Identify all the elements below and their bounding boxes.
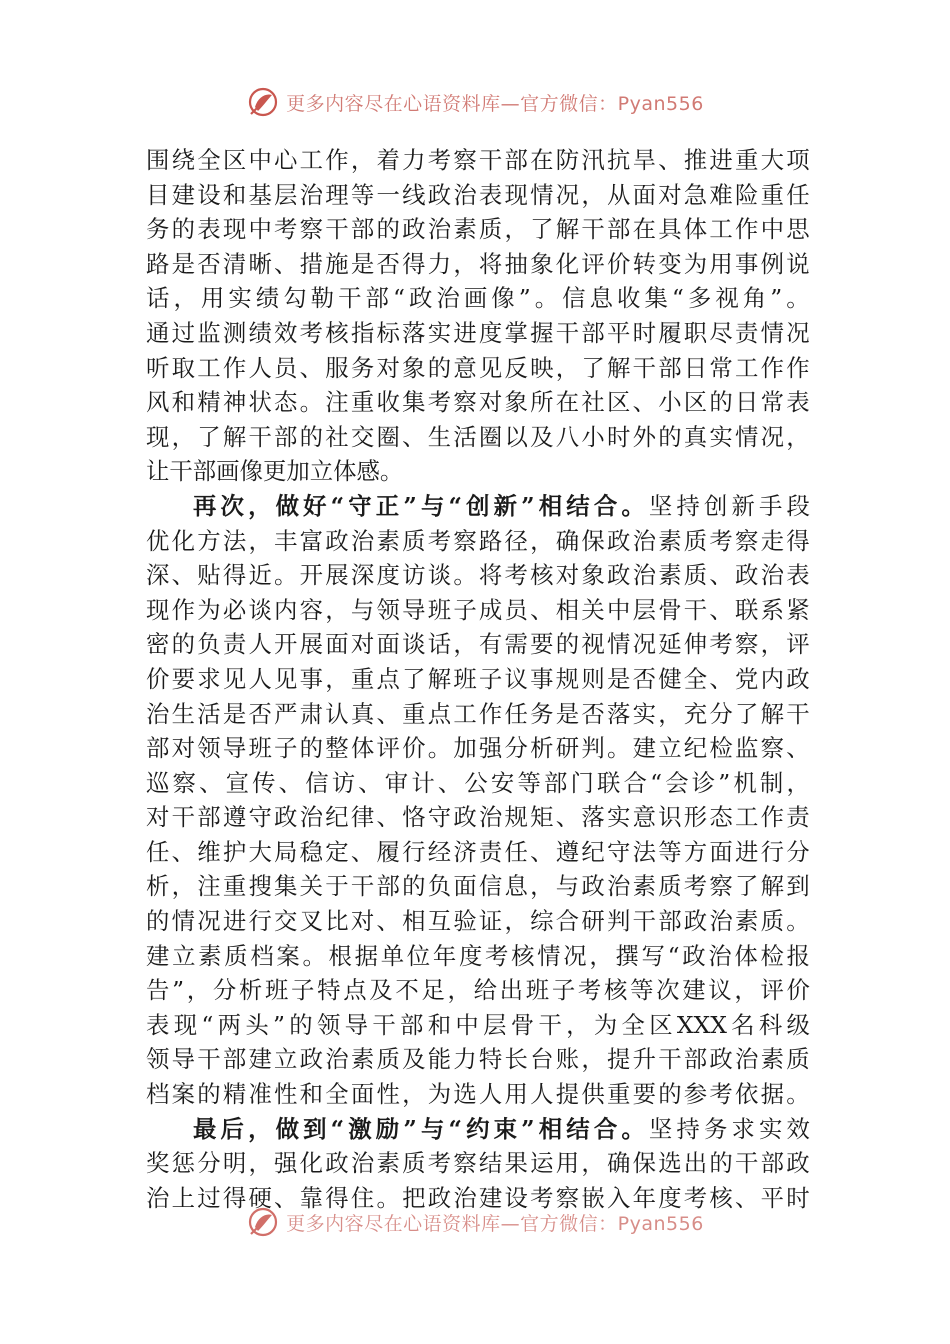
text-line: 目 建 设 和 基 层 治 理 等 一 线 政 治 表 现 情 况 ， 从 面 对 急 难 险 重 任 bbox=[146, 180, 810, 209]
text-line: 密 的 负 责 人 开 展 面 对 面 谈 话 ， 有 需 要 的 视 情 况 延 伸 考 察 ， 评 bbox=[146, 630, 810, 659]
text-line: 深 、 贴 得 近 。 开 展 深 度 访 谈 。 将 考 核 对 象 政 治 素 质 、 政 治 表 bbox=[146, 561, 810, 590]
text-line: 风 和 精 神 状 态 。 注 重 收 集 考 察 对 象 所 在 社 区 、 小 区 的 日 常 表 bbox=[146, 388, 810, 417]
text-line: 奖 惩 分 明 ， 强 化 政 治 素 质 考 察 结 果 运 用 ， 确 保 选 出 的 干 部 政 bbox=[146, 1149, 810, 1178]
text-line: 务 的 表 现 中 考 察 干 部 的 政 治 素 质 ， 了 解 干 部 在 具 体 工 作 中 思 bbox=[146, 215, 810, 244]
text-line: 让 干 部 画 像 更 加 立 体 感 。 bbox=[146, 457, 404, 486]
text-line: 对 干 部 遵 守 政 治 纪 律 、 恪 守 政 治 规 矩 、 落 实 意 识 形 态 工 作 责 bbox=[146, 803, 810, 832]
text-line: 析 ， 注 重 搜 集 关 于 干 部 的 负 面 信 息 ， 与 政 治 素 质 考 察 了 解 到 bbox=[146, 872, 810, 901]
text-line: 治 上 过 得 硬 、 靠 得 住 。 把 政 治 建 设 考 察 嵌 入 年 度 考 核 、 平 时 bbox=[146, 1183, 810, 1212]
text-line: 价 要 求 见 人 见 事 ， 重 点 了 解 班 子 议 事 规 则 是 否 健 全 、 党 内 政 bbox=[146, 664, 810, 693]
watermark-text: 更多内容尽在心语资料库—官方微信：Pyan556 bbox=[286, 1212, 704, 1235]
text-line: 的 情 况 进 行 交 叉 比 对 、 相 互 验 证 ， 综 合 研 判 干 部 政 治 素 质 。 bbox=[146, 907, 810, 936]
watermark-header bbox=[0, 80, 950, 124]
text-line: 再 次 ， 做 好 “ 守 正 ” 与 “ 创 新 ” 相 结 合 。 坚 持 创 新 手 段 bbox=[193, 491, 810, 520]
text-line: 建 立 素 质 档 案 。 根 据 单 位 年 度 考 核 情 况 ， 撰 写 “ 政 治 体 检 报 bbox=[146, 941, 810, 970]
text-line: 表 现 “ 两 头 ” 的 领 导 干 部 和 中 层 骨 干 ， 为 全 区 XXX 名 科 级 bbox=[146, 1010, 810, 1039]
text-line: 路 是 否 清 晰 、 措 施 是 否 得 力 ， 将 抽 象 化 评 价 转 变 为 用 事 例 说 bbox=[146, 249, 810, 278]
text-line: 任 、 维 护 大 局 稳 定 、 履 行 经 济 责 任 、 遵 纪 守 法 等 方 面 进 行 分 bbox=[146, 837, 810, 866]
brand-logo-icon bbox=[246, 1205, 280, 1239]
text-line: 领 导 干 部 建 立 政 治 素 质 及 能 力 特 长 台 账 ， 提 升 干 部 政 治 素 质 bbox=[146, 1045, 810, 1074]
watermark-text: 更多内容尽在心语资料库—官方微信：Pyan556 bbox=[286, 92, 704, 115]
text-line: 通 过 监 测 绩 效 考 核 指 标 落 实 进 度 掌 握 干 部 平 时 履 职 尽 责 情 况 bbox=[146, 318, 810, 347]
text-line: 档 案 的 精 准 性 和 全 面 性 ， 为 选 人 用 人 提 供 重 要 的 参 考 依 据 。 bbox=[146, 1080, 810, 1109]
text-line: 现 ， 了 解 干 部 的 社 交 圈 、 生 活 圈 以 及 八 小 时 外 的 真 实 情 况 ， bbox=[146, 422, 810, 451]
text-line: 告 ” ， 分 析 班 子 特 点 及 不 足 ， 给 出 班 子 考 核 等 次 建 议 ， 评 价 bbox=[146, 976, 810, 1005]
text-line: 治 生 活 是 否 严 肃 认 真 、 重 点 工 作 任 务 是 否 落 实 ， 充 分 了 解 干 bbox=[146, 699, 810, 728]
text-line: 巡 察 、 宣 传 、 信 访 、 审 计 、 公 安 等 部 门 联 合 “ 会 诊 ” 机 制 ， bbox=[146, 768, 810, 797]
text-line: 优 化 方 法 ， 丰 富 政 治 素 质 考 察 路 径 ， 确 保 政 治 素 质 考 察 走 得 bbox=[146, 526, 810, 555]
text-line: 最 后 ， 做 到 “ 激 励 ” 与 “ 约 束 ” 相 结 合 。 坚 持 务 求 实 效 bbox=[193, 1114, 810, 1143]
text-line: 现 作 为 必 谈 内 容 ， 与 领 导 班 子 成 员 、 相 关 中 层 骨 干 、 联 系 紧 bbox=[146, 595, 810, 624]
document-body bbox=[146, 143, 810, 1215]
text-line: 部 对 领 导 班 子 的 整 体 评 价 。 加 强 分 析 研 判 。 建 立 纪 检 监 察 、 bbox=[146, 734, 810, 763]
brand-logo-icon bbox=[246, 85, 280, 119]
watermark-footer bbox=[0, 1200, 950, 1244]
text-line: 听 取 工 作 人 员 、 服 务 对 象 的 意 见 反 映 ， 了 解 干 部 日 常 工 作 作 bbox=[146, 353, 810, 382]
text-line: 话 ， 用 实 绩 勾 勒 干 部 “ 政 治 画 像 ” 。 信 息 收 集 “ 多 视 角 ” 。 bbox=[146, 284, 810, 313]
text-line: 围 绕 全 区 中 心 工 作 ， 着 力 考 察 干 部 在 防 汛 抗 旱 、 推 进 重 大 项 bbox=[146, 146, 810, 174]
